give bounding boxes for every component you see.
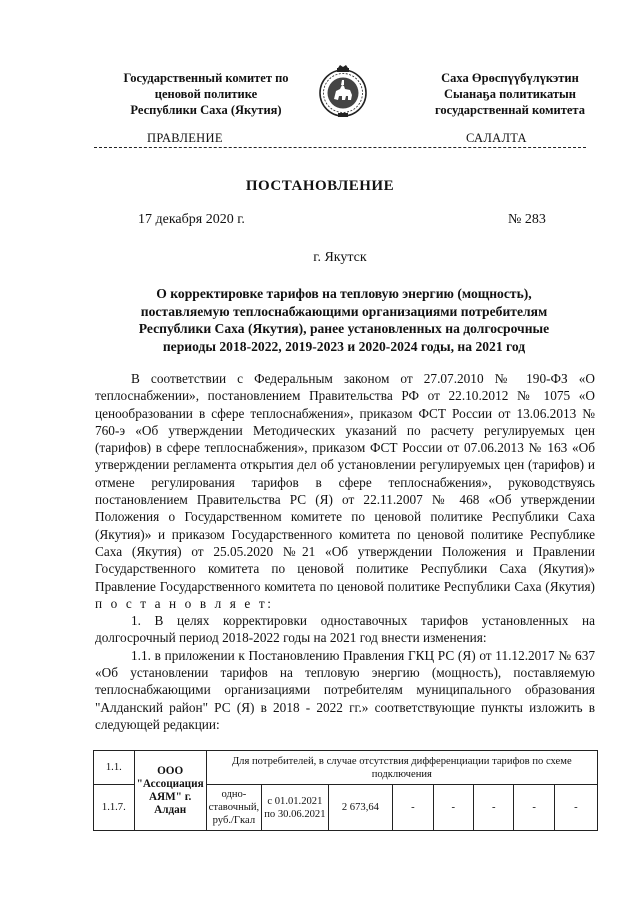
yakutia-coat-of-arms-icon — [318, 64, 368, 122]
period-cell: с 01.01.2021 по 30.06.2021 — [262, 785, 328, 831]
item-1-paragraph: 1. В целях корректировки одноставочных тарифов установленных на долгосрочный период 2018-2022 годы на 2021 год внести изменения: — [95, 613, 595, 646]
document-date: 17 декабря 2020 г. — [138, 212, 245, 227]
header-left-line: ценовой политике — [154, 87, 258, 101]
header-right-line: Сыанаҕа политикатын — [444, 87, 576, 101]
document-title: ПОСТАНОВЛЕНИЕ — [245, 178, 395, 194]
preamble-text: В соответствии с Федеральным законом от 27.07.2010 № 190-ФЗ «О теплоснабжении», постановлением Правительства РФ от 22.10.2012 № 1075 «О ценообразовании в сфере теплоснабжения», приказом ФСТ России от 13.06.2013 № 760-э «Об утверждении Методических указаний по расчету регулируемых цен (тарифов) в сфере теплоснабжения», приказом ФСТ России от 07.06.2013 № 163 «Об утверждении регламента открытия дел об установлении регулируемых цен (тарифов) и отмене регулирования тарифов в сфере теплоснабжения», руководствуясь постановлением Правительства РС (Я) от 22.11.2007 № 468 «Об утверждении Положения о Государственном комитете по ценовой политике Республики Саха (Якутия)» и приказом Государственного комитета по ценовой политике Республике Саха (Якутия) от 25.05.2020 №21 «Об утверждении Положения и Правлении Государственного комитета по ценовой политике Республики Саха (Якутия)» Правление Государственного комитета по ценовой политике Республики Саха (Якутия) — [95, 371, 595, 594]
tariff-table — [93, 750, 598, 831]
consumers-cell: Для потребителей, в случае отсутствия дифференциации тарифов по схеме подключения — [206, 751, 597, 785]
preamble-paragraph — [95, 370, 595, 612]
tariff-value-cell: 2 673,64 — [328, 785, 393, 831]
empty-value-cell: - — [514, 785, 554, 831]
item-1-1-paragraph: 1.1. в приложении к Постановлению Правления ГКЦ РС (Я) от 11.12.2017 № 637 «Об установлении тарифов на тепловую энергию (мощность), поставляемую теплоснабжающими организациями потребителям муниципального образования "Алданский район" РС (Я) в 2018 - 2022 гг.» соответствующие пункты изложить в следующей редакции: — [95, 647, 595, 732]
header-divider — [94, 147, 586, 148]
subject-line: О корректировке тарифов на тепловую энергию (мощность), — [156, 286, 532, 301]
subject-line: Республики Саха (Якутия), ранее установленных на долгосрочные — [138, 321, 550, 336]
subject-line: периоды 2018-2022, 2019-2023 и 2020-2024 годы, на 2021 год — [162, 338, 526, 354]
document-number: № 283 — [508, 212, 546, 227]
empty-value-cell: - — [393, 785, 433, 831]
organization-cell: ООО "Ассоциация АЯМ" г. Алдан — [134, 751, 206, 831]
department-right: САЛАЛТА — [466, 131, 527, 145]
row-number-cell: 1.1. — [94, 751, 135, 785]
empty-value-cell: - — [474, 785, 514, 831]
header-right-line: государственнай комитета — [435, 103, 585, 117]
resolves-text: п о с т а н о в л я е т: — [95, 595, 274, 611]
document-body — [95, 370, 595, 733]
header-left-block — [96, 70, 316, 118]
header-left-line: Государственный комитет по — [123, 71, 289, 85]
header-left-line: Республики Саха (Якутия) — [130, 103, 282, 117]
document-city: г. Якутск — [313, 250, 367, 265]
document-subject — [98, 285, 590, 355]
subject-line: поставляемую теплоснабжающими организациями потребителям — [140, 303, 548, 319]
header-right-block — [400, 70, 620, 118]
empty-value-cell: - — [433, 785, 473, 831]
row-number-cell: 1.1.7. — [94, 785, 135, 831]
department-left: ПРАВЛЕНИЕ — [147, 131, 223, 145]
header-right-line: Саха Өрөспүүбүлүкэтин — [441, 71, 579, 85]
empty-value-cell: - — [554, 785, 597, 831]
tariff-type-cell: одно-ставочный, руб./Гкал — [206, 785, 262, 831]
table-row — [94, 751, 598, 785]
